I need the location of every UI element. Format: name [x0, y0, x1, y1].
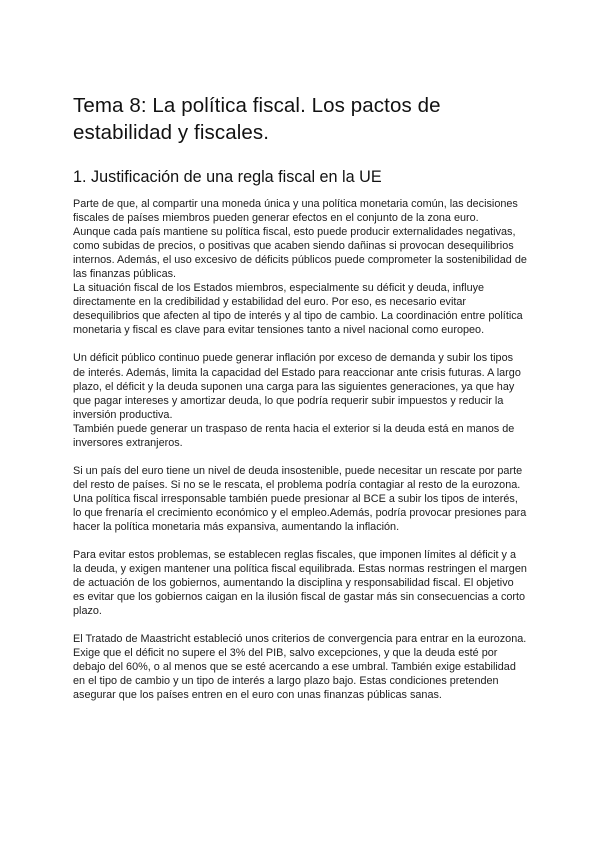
title-line-2: estabilidad y fiscales. [73, 121, 270, 144]
section-body [73, 197, 527, 703]
paragraph-4: Un déficit público continuo puede generar inflación por exceso de demanda y subir los tipos de interés. Además, limita la capacidad del Estado para reaccionar ante crisis futuras. A largo plazo, el déficit y la deuda suponen una carga para las siguientes generaciones, ya que hay que pagar intereses y amortizar deuda, lo que podría requerir subir impuestos y reducir la inversión productiva. [73, 352, 521, 421]
paragraph-1: Parte de que, al compartir una moneda única y una política monetaria común, las decisiones fiscales de países miembros pueden generar efectos en el conjunto de la zona euro. [73, 198, 518, 225]
paragraph-5: También puede generar un traspaso de renta hacia el exterior si la deuda está en manos de inversores extranjeros. [73, 422, 515, 449]
paragraph-8: El Tratado de Maastricht estableció unos criterios de convergencia para entrar en la eurozona. Exige que el déficit no supere el 3% del PIB, salvo excepciones, y que la deuda esté por debajo del 60%, o al menos que se esté acercando a ese umbral. También exige estabilidad en el tipo de cambio y un tipo de interés a largo plazo bajo. Estas condiciones pretenden asegurar que los países entren en el euro con unas finanzas públicas sanas. [73, 633, 527, 702]
paragraph-6: Si un país del euro tiene un nivel de deuda insostenible, puede necesitar un rescate por parte del resto de países. Si no se le rescata, el problema podría contagiar al resto de la eurozona. Una política fiscal irresponsable también puede presionar al BCE a subir los tipos de interés, lo que frenaría el crecimiento económico y el empleo.Además, podría provocar presiones para hacer la política monetaria más expansiva, aumentando la inflación. [73, 464, 527, 533]
paragraph-3: La situación fiscal de los Estados miembros, especialmente su déficit y deuda, influye directamente en la credibilidad y estabilidad del euro. Por eso, es necesario evitar desequilibrios que afecten al tipo de interés y al tipo de cambio. La coordinación entre política monetaria y fiscal es clave para evitar tensiones tanto a nivel nacional como europeo. [73, 282, 523, 337]
section-heading: 1. Justificación de una regla fiscal en la UE [73, 168, 382, 186]
paragraph-7: Para evitar estos problemas, se establecen reglas fiscales, que imponen límites al déficit y a la deuda, y exigen mantener una política fiscal equilibrada. Estas normas restringen el margen de actuación de los gobiernos, aumentando la disciplina y responsabilidad fiscal. El objetivo es evitar que los gobiernos caigan en la ilusión fiscal de gastar más sin consecuencias a corto plazo. [73, 549, 527, 618]
document-title [73, 92, 527, 146]
paragraph-2: Aunque cada país mantiene su política fiscal, esto puede producir externalidades negativas, como subidas de precios, o positivas que acaben siendo dañinas si provocan desequilibrios internos. Además, el uso excesivo de déficits públicos puede comprometer la sostenibilidad de las finanzas públicas. [73, 226, 527, 281]
title-line-1: Tema 8: La política fiscal. Los pactos de [73, 94, 441, 117]
